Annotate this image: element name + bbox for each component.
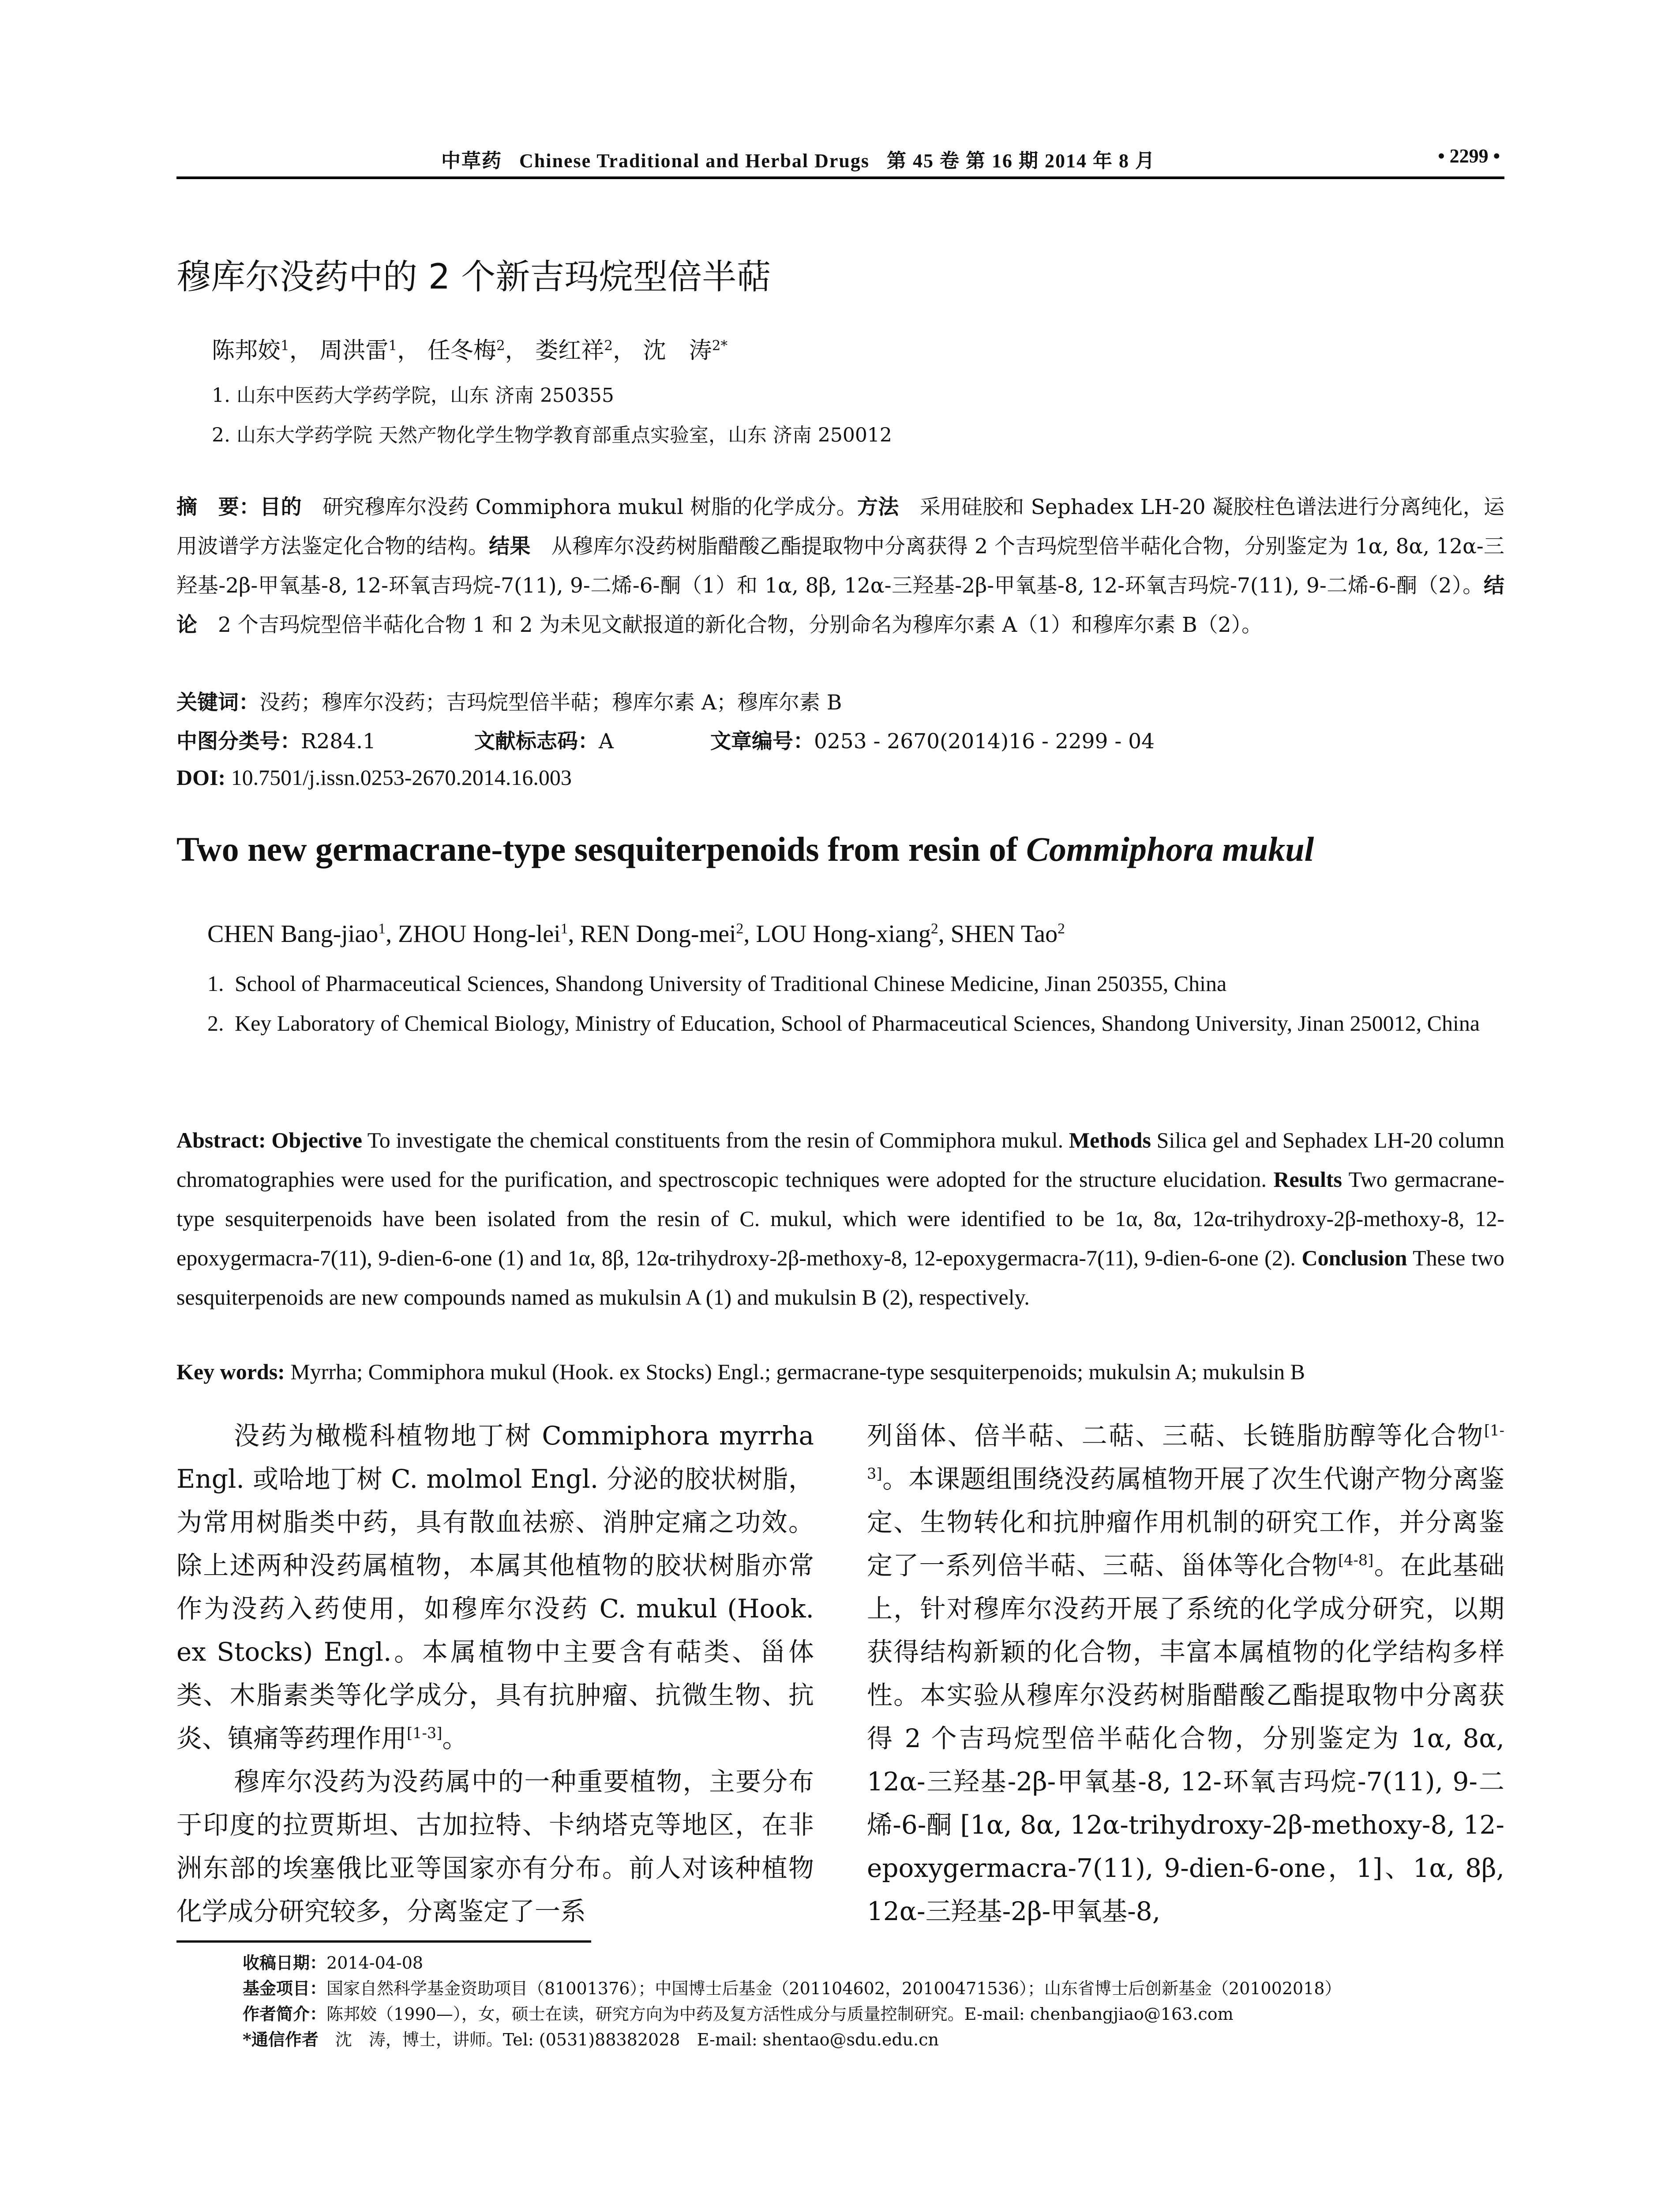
doc-code: 文献标志码：A: [474, 729, 614, 754]
body-column-left: [176, 1414, 814, 1933]
clc-code: 中图分类号：R284.1: [176, 729, 376, 754]
methods-cn: 采用硅胶和 Sephadex LH-20 凝胶柱色谱法进行分离纯化，运用波谱学方法鉴定化合物的结构。: [176, 495, 1505, 559]
journal-name: [441, 145, 1155, 173]
abstract-en-label: Abstract:: [176, 1128, 272, 1152]
paragraph: 穆库尔没药为没药属中的一种重要植物，主要分布于印度的拉贾斯坦、古加拉特、卡纳塔克等地区，在非洲东部的埃塞俄比亚等国家亦有分布。前人对该种植物化学成分研究较多，分离鉴定了一系: [176, 1767, 814, 1926]
objective-label-cn: 目的: [260, 495, 302, 519]
methods-label-cn: 方法: [857, 495, 899, 519]
author-cn: 任冬梅$^2$，: [427, 338, 528, 364]
abstract-en: Abstract: Objective To investigate the chemical constituents from the resin of Commiphora mukul. Methods Silica gel and Sephadex LH-20 column chromatographies were used for the purification, and spectroscopic techniques were adopted for the structure elucidation. Results Two germacrane-type sesquiterpenoids have been isolated from the resin of C. mukul, which were identified to be 1α, 8α, 12α-trihydroxy-2β-methoxy-8, 12-epoxygermacra-7(11), 9-dien-6-one (1) and 1α, 8β, 12α-trihydroxy-2β-methoxy-8, 12-epoxygermacra-7(11), 9-dien-6-one (2). Conclusion These two sesquiterpenoids are new compounds named as mukulsin A (1) and mukulsin B (2), respectively.: [176, 1128, 1504, 1309]
footnotes: [243, 1950, 1342, 2052]
article-code: 文章编号：0253 - 2670(2014)16 - 2299 - 04: [710, 729, 1155, 754]
author-cn: 沈 涛$^{2*}$: [643, 338, 728, 364]
affiliation-cn-2: 2. 山东大学药学院 天然产物化学生物学教育部重点实验室，山东 济南 250012: [212, 424, 892, 446]
affiliation-en-1: 1. School of Pharmaceutical Sciences, Shandong University of Traditional Chinese Medicine, Jinan 250355, China: [207, 971, 1227, 996]
footnote-corresponding: *通信作者 沈 涛，博士，讲师。Tel: (0531)88382028 E-mail: shentao@sdu.edu.cn: [243, 2030, 939, 2049]
author-cn: 陈邦姣$^1$，: [212, 338, 312, 364]
author-en: CHEN Bang-jiao$^1$,: [207, 920, 398, 948]
journal-name-cn: 中草药: [441, 150, 502, 172]
affiliation-cn-1: 1. 山东中医药大学药学院，山东 济南 250355: [212, 384, 614, 407]
title-en: Two new germacrane-type sesquiterpenoids from resin of Commiphora mukul: [176, 830, 1314, 868]
objective-cn: 研究穆库尔没药 Commiphora mukul 树脂的化学成分。: [301, 495, 857, 519]
footnote-author-bio: 作者简介：陈邦姣（1990—），女，硕士在读，研究方向为中药及复方活性成分与质量控制研究。E-mail: chenbangjiao@163.com: [243, 2004, 1234, 2024]
author-en: REN Dong-mei$^2$,: [580, 920, 756, 948]
footnote-divider: [176, 1940, 591, 1943]
author-en: SHEN Tao$^2$: [950, 920, 1065, 948]
keywords-cn: 关键词：没药；穆库尔没药；吉玛烷型倍半萜；穆库尔素 A；穆库尔素 B: [176, 690, 842, 715]
running-header: [176, 132, 1504, 179]
results-label-cn: 结果: [489, 534, 531, 559]
abstract-cn-label: 摘 要：: [176, 495, 260, 519]
keywords-en: Key words: Myrrha; Commiphora mukul (Hook. ex Stocks) Engl.; germacrane-type sesquiterpenoids; mukulsin A; mukulsin B: [176, 1359, 1305, 1384]
journal-issue: 第 45 卷 第 16 期 2014 年 8 月: [887, 150, 1156, 172]
page-number: • 2299 •: [1438, 145, 1500, 167]
conclusion-cn: 2 个吉玛烷型倍半萜化合物 1 和 2 为未见文献报道的新化合物，分别命名为穆库尔素 A（1）和穆库尔素 B（2）。: [197, 613, 1263, 637]
results-cn: 从穆库尔没药树脂醋酸乙酯提取物中分离获得 2 个吉玛烷型倍半萜化合物，分别鉴定为 1α, 8α, 12α-三羟基-2β-甲氧基-8, 12-环氧吉玛烷-7(11), 9-二烯-6-酮（1）和 1α, 8β, 12α-三羟基-2β-甲氧基-8, 12-环氧吉玛烷-7(11), 9-二烯-6-酮（2）。: [176, 534, 1504, 598]
footnote-funding: 基金项目：国家自然科学基金资助项目（81001376）；中国博士后基金（201104602，20100471536）；山东省博士后创新基金（201002018）: [243, 1978, 1342, 1998]
paragraph: 列甾体、倍半萜、二萜、三萜、长链脂肪醇等化合物[1-3]。本课题组围绕没药属植物开展了次生代谢产物分离鉴定、生物转化和抗肿瘤作用机制的研究工作，并分离鉴定了一系列倍半萜、三萜、甾体等化合物[4-8]。在此基础上，针对穆库尔没药开展了系统的化学成分研究，以期获得结构新颖的化合物，丰富本属植物的化学结构多样性。本实验从穆库尔没药树脂醋酸乙酯提取物中分离获得 2 个吉玛烷型倍半萜化合物，分别鉴定为 1α, 8α, 12α-三羟基-2β-甲氧基-8, 12-环氧吉玛烷-7(11), 9-二烯-6-酮 [1α, 8α, 12α-trihydroxy-2β-methoxy-8, 12-epoxygermacra-7(11), 9-dien-6-one，1]、1α, 8β, 12α-三羟基-2β-甲氧基-8,: [867, 1421, 1504, 1926]
author-cn: 周洪雷$^1$，: [319, 338, 420, 364]
abstract-cn: [176, 488, 1504, 645]
footnote-received: 收稿日期：2014-04-08: [243, 1953, 424, 1973]
affiliation-en-2: 2. Key Laboratory of Chemical Biology, Ministry of Education, School of Pharmaceutical Sciences, Shandong University, Jinan 250012, China: [207, 1011, 1480, 1035]
paragraph: 没药为橄榄科植物地丁树 Commiphora myrrha Engl. 或哈地丁树 C. molmol Engl. 分泌的胶状树脂，为常用树脂类中药，具有散血祛瘀、消肿定痛之功效。除上述两种没药属植物，本属其他植物的胶状树脂亦常作为没药入药使用，如穆库尔没药 C. mukul (Hook. ex Stocks) Engl.。本属植物中主要含有萜类、甾体类、木脂素类等化学成分，具有抗肿瘤、抗微生物、抗炎、镇痛等药理作用[1-3]。: [176, 1421, 814, 1753]
author-en: LOU Hong-xiang$^2$,: [756, 920, 951, 948]
authors-cn: [212, 332, 728, 365]
body-column-right: [867, 1414, 1504, 1933]
author-cn: 娄红祥$^2$，: [535, 338, 636, 364]
authors-en: [207, 920, 1065, 948]
journal-name-en: Chinese Traditional and Herbal Drugs: [519, 150, 870, 172]
conclusion-label-cn: 结论: [176, 574, 1504, 637]
doi-line: DOI: 10.7501/j.issn.0253-2670.2014.16.003: [176, 765, 572, 790]
author-en: ZHOU Hong-lei$^1$,: [398, 920, 581, 948]
title-cn: 穆库尔没药中的 2 个新吉玛烷型倍半萜: [176, 257, 771, 297]
